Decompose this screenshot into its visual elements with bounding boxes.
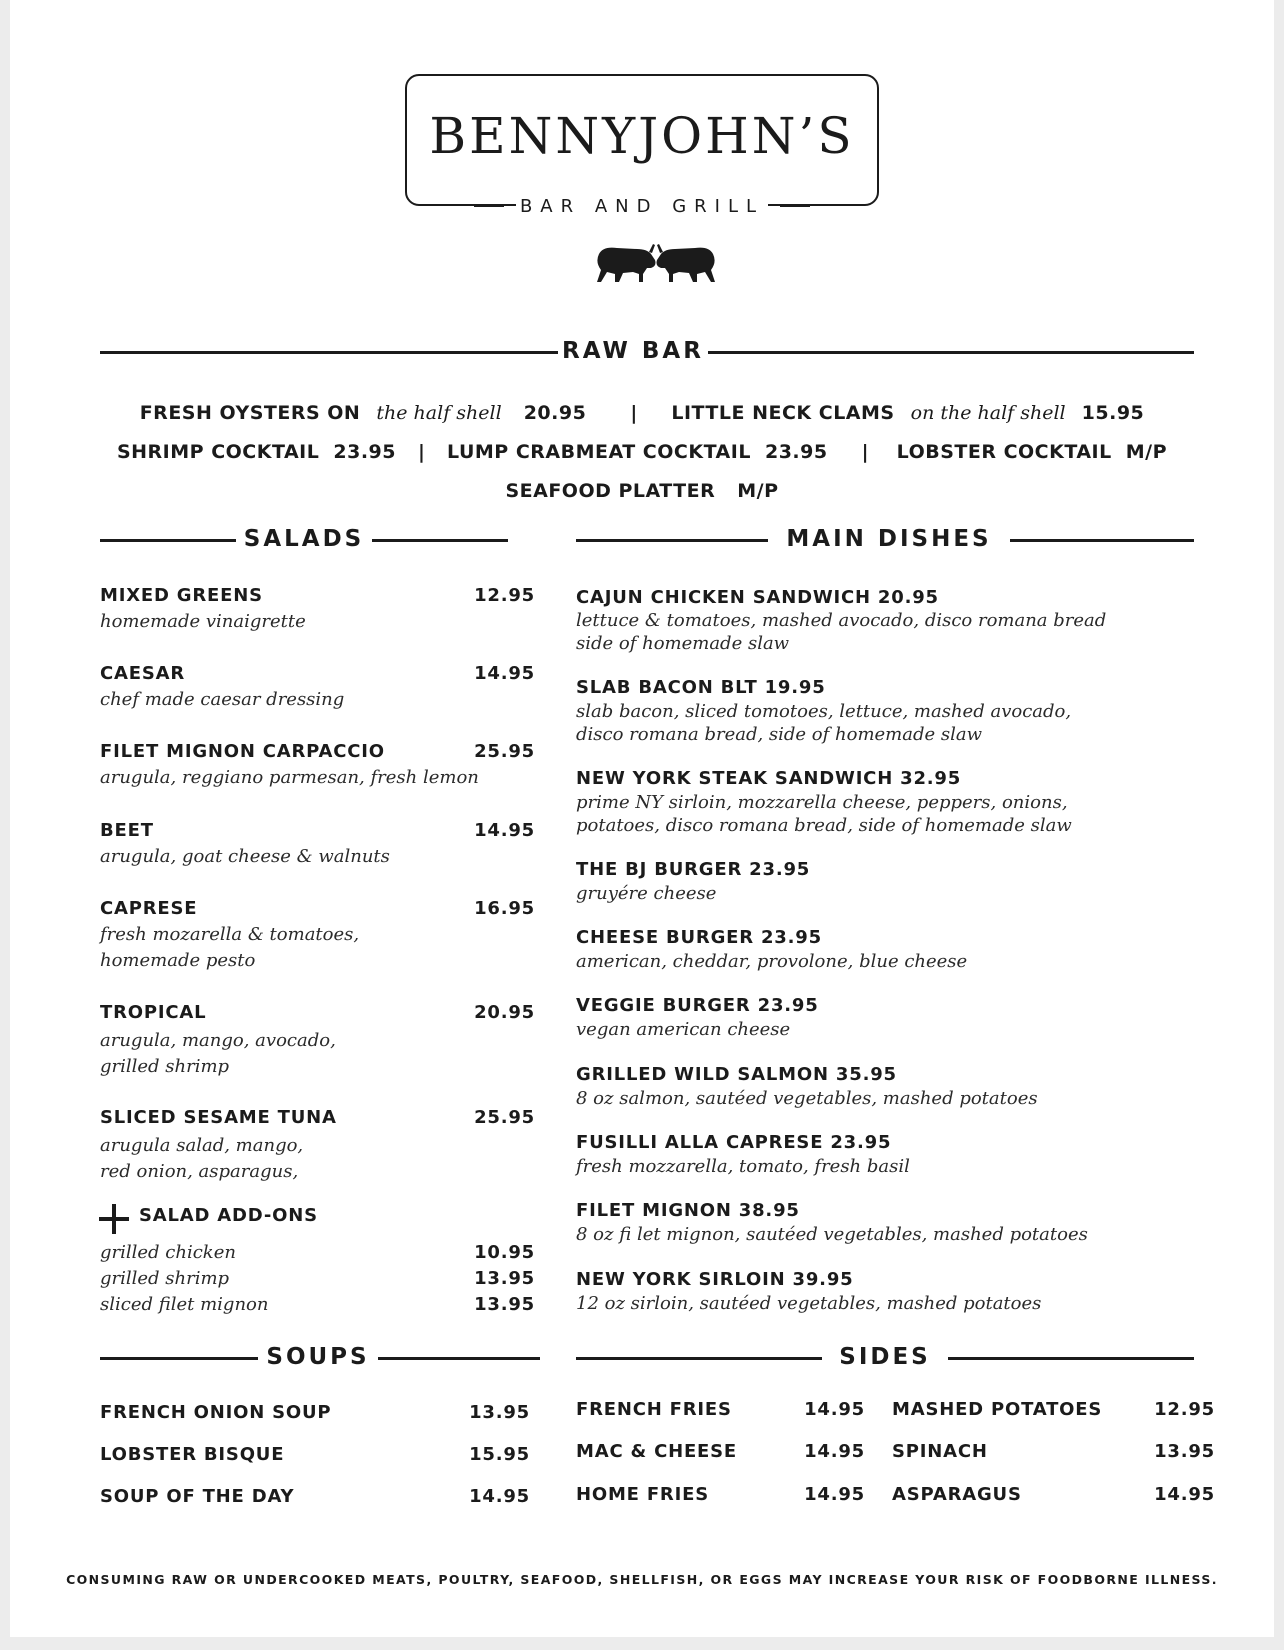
side-price: 14.95 bbox=[804, 1441, 865, 1462]
main-dish-desc: lettuce & tomatoes, mashed avocado, disco romana bread bbox=[576, 610, 1107, 631]
raw-bar-item-name: FRESH OYSTERS ON bbox=[139, 402, 361, 424]
salad-desc: homemade vinaigrette bbox=[100, 611, 306, 632]
side-price: 13.95 bbox=[1154, 1441, 1215, 1462]
plus-icon bbox=[99, 1204, 129, 1234]
main-dish-name: GRILLED WILD SALMON 35.95 bbox=[576, 1064, 897, 1085]
salad-desc: chef made caesar dressing bbox=[100, 689, 345, 710]
salad-name: CAESAR bbox=[100, 663, 185, 684]
raw-bar-separator: | bbox=[630, 402, 638, 424]
main-dishes-rule-left bbox=[576, 539, 768, 542]
salad-price: 14.95 bbox=[474, 820, 535, 841]
main-dish-name: FILET MIGNON 38.95 bbox=[576, 1200, 800, 1221]
raw-bar-title: RAW BAR bbox=[562, 338, 704, 364]
raw-bar-item-price: 23.95 bbox=[333, 441, 396, 463]
salad-desc: homemade pesto bbox=[100, 950, 256, 971]
raw-bar-item-price: 20.95 bbox=[523, 402, 587, 424]
raw-bar-item-price: M/P bbox=[1125, 441, 1168, 463]
salad-name: CAPRESE bbox=[100, 898, 198, 919]
raw-bar-item-name: LITTLE NECK CLAMS bbox=[671, 402, 895, 424]
salad-name: MIXED GREENS bbox=[100, 585, 263, 606]
side-name: MAC & CHEESE bbox=[576, 1441, 738, 1462]
side-price: 14.95 bbox=[1154, 1484, 1215, 1505]
main-dish-name: SLAB BACON BLT 19.95 bbox=[576, 677, 826, 698]
soup-price: 15.95 bbox=[469, 1444, 530, 1465]
salad-desc: grilled shrimp bbox=[100, 1056, 230, 1077]
soups-rule-left bbox=[100, 1357, 258, 1360]
side-name: FRENCH FRIES bbox=[576, 1399, 732, 1420]
salad-desc: red onion, asparagus, bbox=[100, 1161, 299, 1182]
side-price: 14.95 bbox=[804, 1484, 865, 1505]
soup-price: 13.95 bbox=[469, 1402, 530, 1423]
main-dish-desc: side of homemade slaw bbox=[576, 633, 790, 654]
addon-price: 13.95 bbox=[474, 1268, 535, 1289]
addon-name: grilled shrimp bbox=[100, 1268, 230, 1289]
salad-name: TROPICAL bbox=[100, 1002, 207, 1023]
raw-bar-line-1 bbox=[10, 402, 1274, 424]
health-disclaimer: CONSUMING RAW OR UNDERCOOKED MEATS, POULTRY, SEAFOOD, SHELLFISH, OR EGGS MAY INCREASE YOUR RISK OF FOODBORNE ILLNESS. bbox=[66, 1572, 1218, 1587]
salad-desc: arugula, reggiano parmesan, fresh lemon bbox=[100, 767, 479, 788]
main-dish-desc: 12 oz sirloin, sautéed vegetables, mashed potatoes bbox=[576, 1293, 1042, 1314]
salad-addons-title: SALAD ADD-ONS bbox=[139, 1205, 318, 1226]
main-dish-name: NEW YORK SIRLOIN 39.95 bbox=[576, 1269, 854, 1290]
main-dish-name: NEW YORK STEAK SANDWICH 32.95 bbox=[576, 768, 962, 789]
sides-title: SIDES bbox=[839, 1344, 931, 1370]
soups-rule-right bbox=[378, 1357, 540, 1360]
salad-name: SLICED SESAME TUNA bbox=[100, 1107, 337, 1128]
soup-name: LOBSTER BISQUE bbox=[100, 1444, 285, 1465]
main-dish-desc: prime NY sirloin, mozzarella cheese, peppers, onions, bbox=[576, 792, 1068, 813]
two-bulls-icon bbox=[593, 240, 719, 286]
logo-subtitle-row bbox=[405, 193, 879, 219]
main-dish-desc: slab bacon, sliced tomotoes, lettuce, mashed avocado, bbox=[576, 701, 1072, 722]
main-dish-desc: american, cheddar, provolone, blue cheese bbox=[576, 951, 968, 972]
side-price: 12.95 bbox=[1154, 1399, 1215, 1420]
restaurant-name: BENNYJOHN’S bbox=[429, 107, 855, 165]
main-dish-desc: disco romana bread, side of homemade slaw bbox=[576, 724, 983, 745]
soup-name: FRENCH ONION SOUP bbox=[100, 1402, 332, 1423]
sides-rule-right bbox=[948, 1357, 1194, 1360]
raw-bar-item-price: 23.95 bbox=[764, 441, 828, 463]
raw-bar-item-price: 15.95 bbox=[1081, 402, 1145, 424]
soup-price: 14.95 bbox=[469, 1486, 530, 1507]
salad-price: 25.95 bbox=[474, 741, 535, 762]
salads-title: SALADS bbox=[243, 526, 365, 552]
addon-price: 13.95 bbox=[474, 1294, 535, 1315]
raw-bar-item-desc: on the half shell bbox=[910, 402, 1066, 424]
raw-bar-line-2 bbox=[10, 441, 1274, 463]
logo-subtitle-line-right bbox=[780, 205, 810, 207]
side-name: ASPARAGUS bbox=[892, 1484, 1022, 1505]
soups-title: SOUPS bbox=[266, 1344, 370, 1370]
main-dishes-title: MAIN DISHES bbox=[786, 526, 992, 552]
raw-bar-item-name: SHRIMP COCKTAIL bbox=[116, 441, 320, 463]
raw-bar-separator: | bbox=[418, 441, 425, 463]
side-name: SPINACH bbox=[892, 1441, 988, 1462]
addon-name: sliced filet mignon bbox=[100, 1294, 269, 1315]
raw-bar-item-name: SEAFOOD PLATTER bbox=[505, 480, 716, 502]
raw-bar-item-name: LUMP CRABMEAT COCKTAIL bbox=[447, 441, 751, 463]
addon-name: grilled chicken bbox=[100, 1242, 236, 1263]
salad-desc: arugula salad, mango, bbox=[100, 1135, 304, 1156]
salad-desc: fresh mozarella & tomatoes, bbox=[100, 924, 360, 945]
main-dish-name: VEGGIE BURGER 23.95 bbox=[576, 995, 819, 1016]
main-dish-name: THE BJ BURGER 23.95 bbox=[576, 859, 811, 880]
main-dish-desc: gruyére cheese bbox=[576, 883, 717, 904]
side-name: MASHED POTATOES bbox=[892, 1399, 1103, 1420]
raw-bar-item-price: M/P bbox=[737, 480, 779, 502]
salads-rule-right bbox=[372, 539, 508, 542]
main-dish-name: FUSILLI ALLA CAPRESE 23.95 bbox=[576, 1132, 892, 1153]
side-price: 14.95 bbox=[804, 1399, 865, 1420]
raw-bar-item-name: LOBSTER COCKTAIL bbox=[896, 441, 1112, 463]
main-dish-name: CAJUN CHICKEN SANDWICH 20.95 bbox=[576, 587, 939, 608]
menu-page bbox=[10, 0, 1274, 1637]
salad-name: BEET bbox=[100, 820, 154, 841]
salad-price: 25.95 bbox=[474, 1107, 535, 1128]
soup-name: SOUP OF THE DAY bbox=[100, 1486, 295, 1507]
salad-name: FILET MIGNON CARPACCIO bbox=[100, 741, 385, 762]
salad-price: 12.95 bbox=[474, 585, 535, 606]
main-dish-name: CHEESE BURGER 23.95 bbox=[576, 927, 822, 948]
salad-price: 20.95 bbox=[474, 1002, 535, 1023]
main-dish-desc: fresh mozzarella, tomato, fresh basil bbox=[576, 1156, 910, 1177]
raw-bar-rule-right bbox=[708, 351, 1194, 354]
main-dish-desc: vegan american cheese bbox=[576, 1019, 791, 1040]
main-dish-desc: 8 oz fi let mignon, sautéed vegetables, mashed potatoes bbox=[576, 1224, 1088, 1245]
salad-desc: arugula, goat cheese & walnuts bbox=[100, 846, 390, 867]
side-name: HOME FRIES bbox=[576, 1484, 709, 1505]
raw-bar-rule-left bbox=[100, 351, 558, 354]
main-dishes-rule-right bbox=[1010, 539, 1194, 542]
logo-subtitle-line-left bbox=[474, 205, 504, 207]
salad-price: 14.95 bbox=[474, 663, 535, 684]
salads-rule-left bbox=[100, 539, 236, 542]
addon-price: 10.95 bbox=[474, 1242, 535, 1263]
main-dish-desc: potatoes, disco romana bread, side of homemade slaw bbox=[576, 815, 1072, 836]
raw-bar-line-3 bbox=[10, 480, 1274, 502]
sides-rule-left bbox=[576, 1357, 822, 1360]
salad-price: 16.95 bbox=[474, 898, 535, 919]
raw-bar-item-desc: the half shell bbox=[376, 402, 502, 424]
salad-desc: arugula, mango, avocado, bbox=[100, 1030, 336, 1051]
restaurant-subtitle: BAR AND GRILL bbox=[516, 196, 768, 217]
raw-bar-separator: | bbox=[861, 441, 869, 463]
main-dish-desc: 8 oz salmon, sautéed vegetables, mashed potatoes bbox=[576, 1088, 1038, 1109]
